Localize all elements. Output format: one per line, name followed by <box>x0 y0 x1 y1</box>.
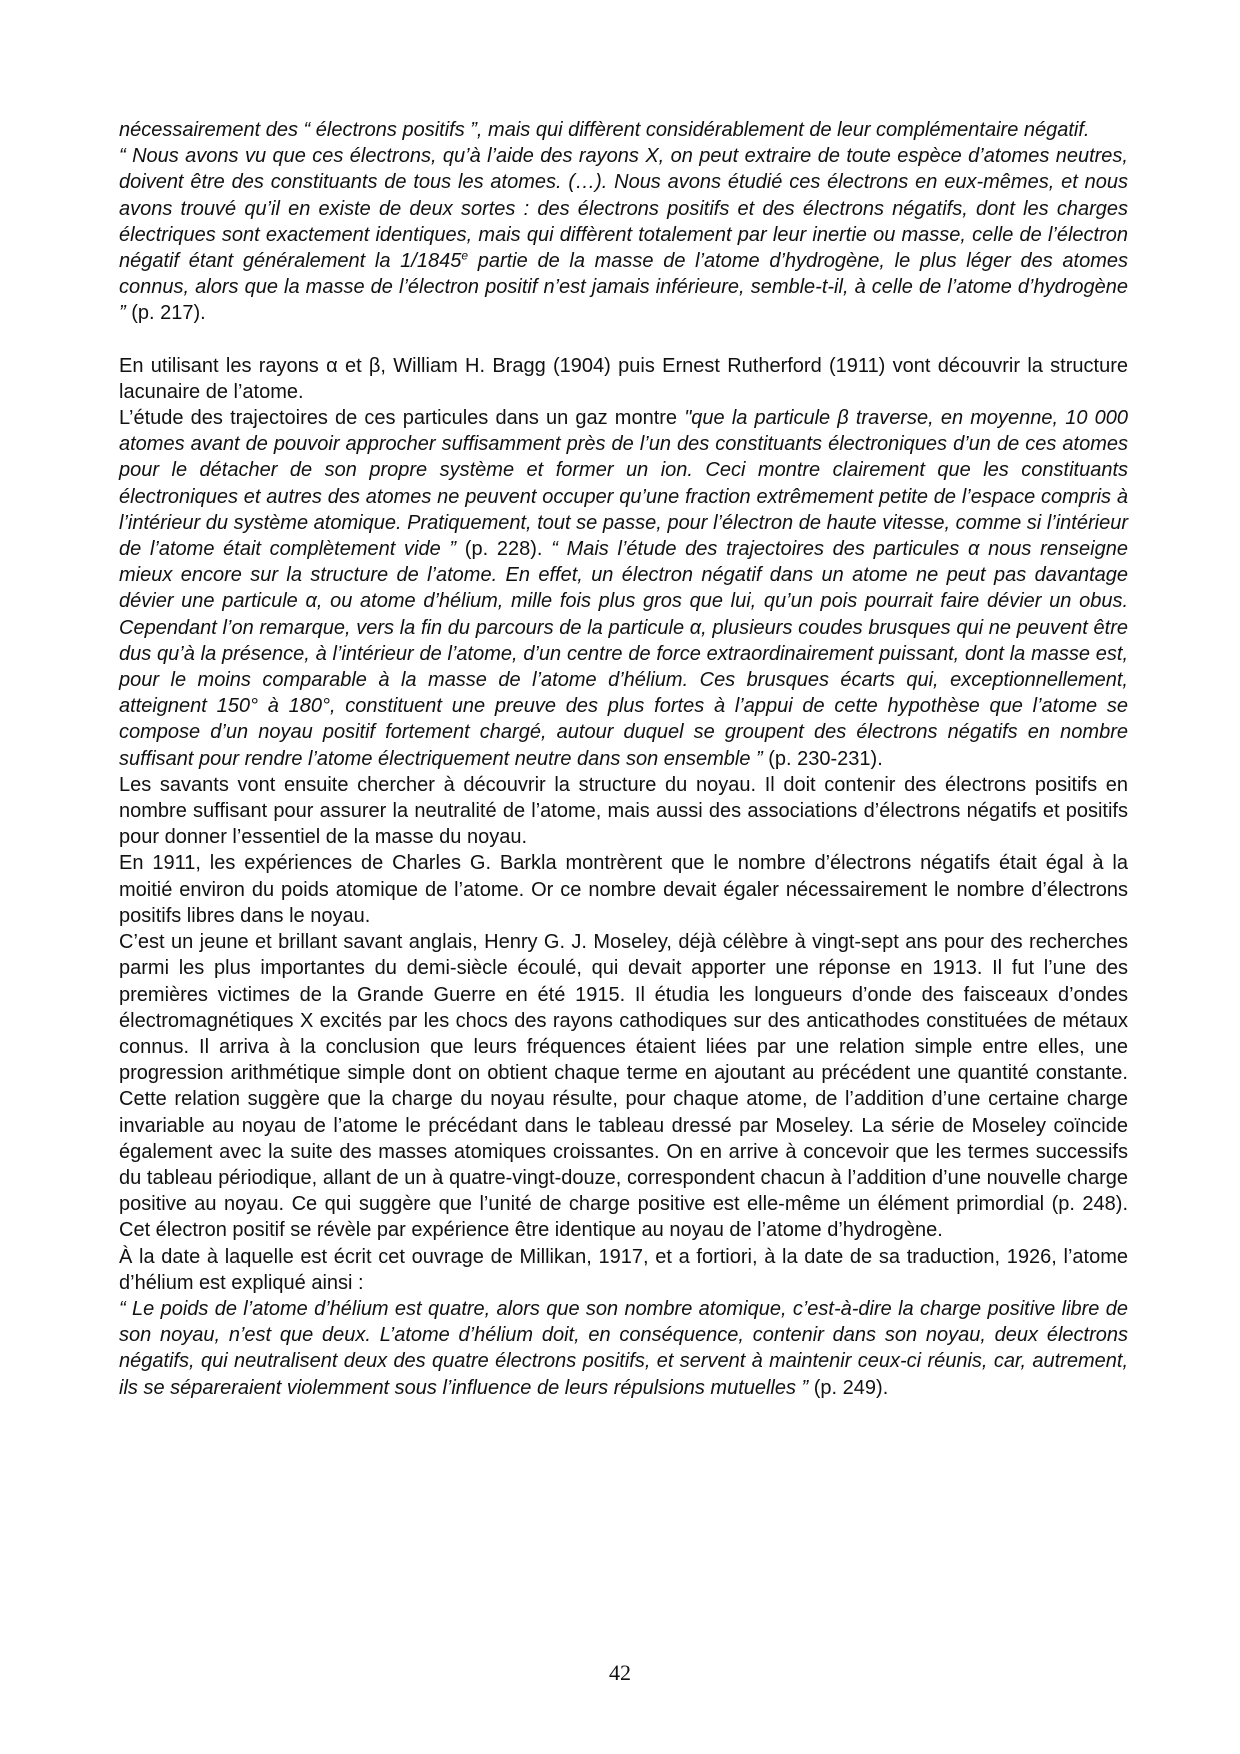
quote-text: “ Mais l’étude des trajectoires des particules α nous renseigne mieux encore sur la structure de l’atome. En effet, un électron négatif dans un atome ne peut pas davantage dévier une particule α, ou atome d’hélium, mille fois plus gros que lui, qu’un pois pourrait faire dévier un obus. Cependant l’on remarque, vers la fin du parcours de la particule α, plusieurs coudes brusques qui ne peuvent être dus qu’à la présence, à l’intérieur de l’atome, d’un centre de force extraordinairement puissant, dont la masse est, pour le moins comparable à la masse de l’atome d’hélium. Ces brusques écarts qui, exceptionnellement, atteignent 150° à 180°, constituent une preuve des plus fortes à l’appui de cette hypothèse que l’atome se compose d’un noyau positif fortement chargé, autour duquel se groupent des électrons négatifs en nombre suffisant pour rendre l’atome électriquement neutre dans son ensemble ” <box>119 538 1128 770</box>
paragraph-2 <box>119 143 1128 326</box>
document-body <box>119 117 1128 1401</box>
paragraph-6 <box>119 850 1128 929</box>
paragraph-7 <box>119 929 1128 1243</box>
paragraph-1 <box>119 117 1128 143</box>
paragraph-5 <box>119 772 1128 851</box>
body-text: Les savants vont ensuite chercher à découvrir la structure du noyau. Il doit contenir des électrons positifs en nombre suffisant pour assurer la neutralité de l’atome, mais aussi des associations d’électrons négatifs et positifs pour donner l’essentiel de la masse du noyau. <box>119 773 1128 849</box>
quote-text: "que la particule β traverse, en moyenne, 10 000 atomes avant de pouvoir approcher suffisamment près de l’un des constituants électroniques d’un de ces atomes pour le détacher de son propre système et former un ion. Ceci montre clairement que les constituants électroniques et autres des atomes ne peuvent occuper qu’une fraction extrêmement petite de l’espace compris à l’intérieur du système atomique. Pratiquement, tout se passe, pour l’électron de haute vitesse, comme si l’intérieur de l’atome était complètement vide ” <box>119 407 1128 561</box>
body-text: En 1911, les expériences de Charles G. Barkla montrèrent que le nombre d’électrons négatifs était égal à la moitié environ du poids atomique de l’atome. Or ce nombre devait égaler nécessairement le nombre d’électrons positifs libres dans le noyau. <box>119 852 1128 927</box>
page-number: 42 <box>609 1660 631 1685</box>
page-citation: (p. 230-231). <box>762 747 883 770</box>
quote-text: partie de la masse de l’atome d’hydrogène, le plus léger des atomes connus, alors que la masse de l’électron positif n’est jamais inférieure, semble-t-il, à celle de l’atome d’hydrogène ” <box>119 250 1128 325</box>
body-text: À la date à laquelle est écrit cet ouvrage de Millikan, 1917, et a fortiori, à la date de sa traduction, 1926, l’atome d’hélium est expliqué ainsi : <box>119 1245 1128 1294</box>
quote-text: nécessairement des “ électrons positifs ”, mais qui diffèrent considérablement de leur complémentaire négatif. <box>119 119 1090 141</box>
page-citation: (p. 249). <box>808 1376 889 1399</box>
paragraph-4 <box>119 405 1128 772</box>
quote-text: “ Nous avons vu que ces électrons, qu’à l’aide des rayons X, on peut extraire de toute espèce d’atomes neutres, doivent être des constituants de tous les atomes. (…). Nous avons étudié ces électrons en eux-mêmes, et nous avons trouvé qu’il en existe de deux sortes : des électrons positifs et des électrons négatifs, dont les charges électriques sont exactement identiques, mais qui diffèrent totalement par leur inertie ou masse, celle de l’électron négatif étant généralement la 1/1845 <box>119 145 1128 273</box>
paragraph-3 <box>119 353 1128 405</box>
paragraph-9 <box>119 1296 1128 1401</box>
quote-text: “ Le poids de l’atome d’hélium est quatre, alors que son nombre atomique, c’est-à-dire la charge positive libre de son noyau, n’est que deux. L’atome d’hélium doit, en conséquence, contenir dans son noyau, deux électrons négatifs, qui neutralisent deux des quatre électrons positifs, et servent à maintenir ceux-ci réunis, car, autrement, ils se sépareraient violemment sous l’influence de leurs répulsions mutuelles ” <box>119 1297 1128 1399</box>
page-citation: (p. 228). <box>456 538 552 561</box>
page-citation: (p. 217). <box>125 302 206 325</box>
body-text: En utilisant les rayons α et β, William H. Bragg (1904) puis Ernest Rutherford (1911) vont découvrir la structure lacunaire de l’atome. <box>119 354 1128 403</box>
paragraph-8 <box>119 1244 1128 1296</box>
superscript: e <box>461 248 469 263</box>
body-text: L’étude des trajectoires de ces particules dans un gaz montre <box>119 407 685 430</box>
body-text: C’est un jeune et brillant savant anglais, Henry G. J. Moseley, déjà célèbre à vingt-sept ans pour des recherches parmi les plus importantes du demi-siècle écoulé, qui devait apporter une réponse en 1913. Il fut l’une des premières victimes de la Grande Guerre en été 1915. Il étudia les longueurs d’onde des faisceaux d’ondes électromagnétiques X excités par les chocs des rayons cathodiques sur des anticathodes constituées de métaux connus. Il arriva à la conclusion que leurs fréquences étaient liées par une relation simple entre elles, une progression arithmétique simple dont on obtient chaque terme en ajoutant au précédent une quantité constante. Cette relation suggère que la charge du noyau résulte, pour chaque atome, de l’addition d’une certaine charge invariable au noyau de l’atome le précédant dans le tableau dressé par Moseley. La série de Moseley coïncide également avec la suite des masses atomiques croissantes. On en arrive à concevoir que les termes successifs du tableau périodique, allant de un à quatre-vingt-douze, correspondent chacun à l’addition d’une nouvelle charge positive au noyau. Ce qui suggère que l’unité de charge positive est elle-même un élément primordial (p. 248). Cet électron positif se révèle par expérience être identique au noyau de l’atome d’hydrogène. <box>119 931 1128 1242</box>
